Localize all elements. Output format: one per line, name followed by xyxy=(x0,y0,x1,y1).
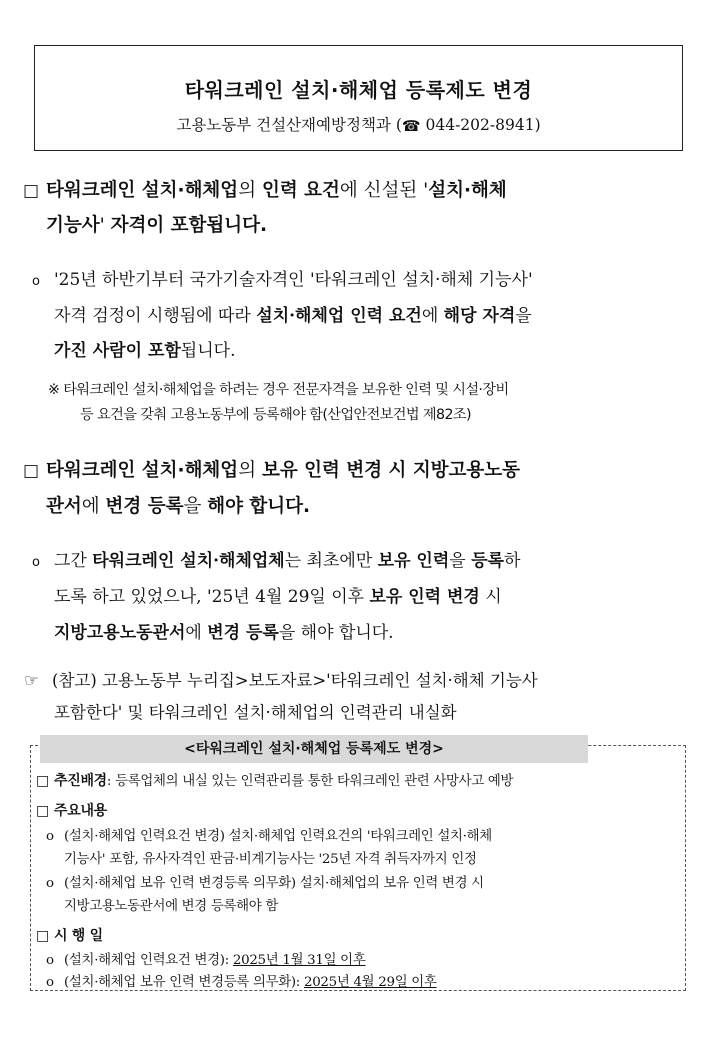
section1-item-line1 xyxy=(26,265,533,290)
bold-text-run: 가진 사람이 포함 xyxy=(54,341,181,361)
pointing-hand-icon: ☞ xyxy=(24,671,39,690)
square-bullet-icon: □ xyxy=(36,803,49,819)
summary-schedule-heading xyxy=(36,925,103,945)
section2-item-line3 xyxy=(54,618,394,643)
rich-text xyxy=(54,587,502,607)
circle-bullet-icon: o xyxy=(46,829,54,844)
text-run: 도록 하고 있었으나, '25년 4월 29일 이후 xyxy=(54,587,370,607)
rich-text xyxy=(54,306,532,326)
bold-text-run: 타워크레인 설치·해체업 xyxy=(46,460,239,481)
reference-text: (참고) 고용노동부 누리집>보도자료>'타워크레인 설치·해체 기능사 xyxy=(52,671,538,690)
text: (설치·해체업 보유 인력 변경등록 의무화) 설치·해체업의 보유 인력 변경 시 xyxy=(64,876,484,891)
bold-text-run: 기능사 xyxy=(46,215,100,236)
summary-content-item1-line1 xyxy=(46,825,492,844)
summary-background-line xyxy=(36,770,513,790)
text-run: 에 xyxy=(81,496,106,517)
text-run: 하 xyxy=(503,551,521,571)
bold-text-run: 해당 자격 xyxy=(443,306,516,326)
text: '25년 하반기부터 국가기술자격인 '타워크레인 설치·해체 기능사' xyxy=(54,270,533,290)
summary-schedule-item1 xyxy=(46,949,365,968)
department-contact xyxy=(35,113,682,135)
text-run: 의 xyxy=(238,460,262,481)
circle-bullet-icon: o xyxy=(32,274,40,289)
square-bullet-icon: □ xyxy=(36,928,49,944)
section1-item-line3 xyxy=(54,336,235,361)
text-run: 에 신설된 ' xyxy=(339,180,429,201)
bold-text-run: 해야 합니다. xyxy=(207,496,311,517)
bold-text-run: 설치·해체 xyxy=(428,180,507,201)
text-run: 의 xyxy=(238,180,262,201)
document-title: 타워크레인 설치·해체업 등록제도 변경 xyxy=(184,78,533,102)
summary-content-item2-line2: 지방고용노동관서에 변경 등록해야 함 xyxy=(64,899,279,914)
bold-text-run: 변경 등록 xyxy=(207,623,279,643)
section2-item-line2 xyxy=(54,582,502,607)
reference-line1 xyxy=(24,667,538,691)
summary-background-label: 추진배경 xyxy=(54,773,107,789)
section1-heading-line1 xyxy=(16,176,507,202)
text-run: 자격 검정이 시행됨에 따라 xyxy=(54,306,257,326)
section1-note-line1: ※ 타워크레인 설치·해체업을 하려는 경우 전문자격을 보유한 인력 및 시설·장비 xyxy=(48,382,509,398)
department-name: 고용노동부 건설산재예방정책과 ( xyxy=(176,116,402,134)
text-run: 시 xyxy=(479,587,502,607)
summary-schedule-item2 xyxy=(46,971,437,990)
schedule-date: 2025년 4월 29일 이후 xyxy=(303,975,437,990)
section1-item-line2 xyxy=(54,301,532,326)
square-bullet-icon: □ xyxy=(36,773,49,789)
phone-number: 044-202-8941) xyxy=(420,116,541,134)
circle-bullet-icon: o xyxy=(46,876,54,891)
text-run: 을 xyxy=(449,551,472,571)
summary-schedule-label: 시 행 일 xyxy=(54,928,103,944)
summary-content-label: 주요내용 xyxy=(54,803,107,819)
text-run: 을 해야 합니다. xyxy=(278,623,394,643)
bold-text-run: 등록 xyxy=(471,551,504,571)
header-box xyxy=(34,45,683,151)
bold-text-run: 자격이 포함됩니다. xyxy=(110,215,268,236)
rich-text xyxy=(54,551,520,571)
section2-item-line1 xyxy=(26,546,520,571)
text-run: 에 xyxy=(421,306,444,326)
bold-text-run: 보유 인력 xyxy=(377,551,450,571)
text-run: ' xyxy=(99,215,111,236)
circle-bullet-icon: o xyxy=(46,975,54,990)
schedule-label: (설치·해체업 보유 인력 변경등록 의무화): xyxy=(64,975,304,990)
bold-text-run: 타워크레인 설치·해체업체 xyxy=(92,551,285,571)
text-run: 을 xyxy=(515,306,532,326)
rich-text xyxy=(46,460,520,481)
rich-text xyxy=(54,623,394,643)
bold-text-run: 설치·해체업 인력 요건 xyxy=(256,306,422,326)
phone-icon: ☎ xyxy=(401,117,421,135)
section1-heading-line2 xyxy=(46,211,267,237)
bold-text-run: 인력 요건 xyxy=(261,180,340,201)
rich-text xyxy=(46,496,310,517)
square-bullet-icon: □ xyxy=(22,461,40,481)
section2-heading-line2 xyxy=(46,492,310,518)
summary-title: <타워크레인 설치·해체업 등록제도 변경> xyxy=(40,735,588,763)
rich-text xyxy=(54,341,235,361)
circle-bullet-icon: o xyxy=(32,555,40,570)
summary-background-text: : 등록업체의 내실 있는 인력관리를 통한 타워크레인 관련 사망사고 예방 xyxy=(106,774,514,789)
square-bullet-icon: □ xyxy=(22,181,40,201)
schedule-date: 2025년 1월 31일 이후 xyxy=(232,953,366,968)
text-run: 에 xyxy=(185,623,208,643)
summary-content-item2-line1 xyxy=(46,872,484,891)
text: (설치·해체업 인력요건 변경) 설치·해체업 인력요건의 '타워크레인 설치·해체 xyxy=(64,829,492,844)
text-run: 그간 xyxy=(54,551,93,571)
section2-heading-line1 xyxy=(16,456,520,482)
schedule-label: (설치·해체업 인력요건 변경): xyxy=(64,953,233,968)
summary-content-item1-line2: 기능사' 포함, 유사자격인 판금·비계기능사는 '25년 자격 취득자까지 인정 xyxy=(64,852,477,867)
bold-text-run: 변경 등록 xyxy=(105,496,184,517)
rich-text xyxy=(46,180,507,201)
text-run: 됩니다. xyxy=(180,341,236,361)
rich-text xyxy=(46,215,267,236)
bold-text-run: 보유 인력 변경 xyxy=(369,587,480,607)
bold-text-run: 지방고용노동관서 xyxy=(54,623,186,643)
bold-text-run: 타워크레인 설치·해체업 xyxy=(46,180,239,201)
summary-content-heading xyxy=(36,800,107,820)
circle-bullet-icon: o xyxy=(46,953,54,968)
bold-text-run: 보유 인력 변경 시 지방고용노동 xyxy=(261,460,521,481)
text-run: 는 최초에만 xyxy=(284,551,378,571)
text-run: 을 xyxy=(183,496,208,517)
reference-line2: 포함한다' 및 타워크레인 설치·해체업의 인력관리 내실화 xyxy=(54,703,457,722)
section1-note-line2: 등 요건을 갖춰 고용노동부에 등록해야 함(산업안전보건법 제82조) xyxy=(80,407,471,423)
bold-text-run: 관서 xyxy=(46,496,82,517)
